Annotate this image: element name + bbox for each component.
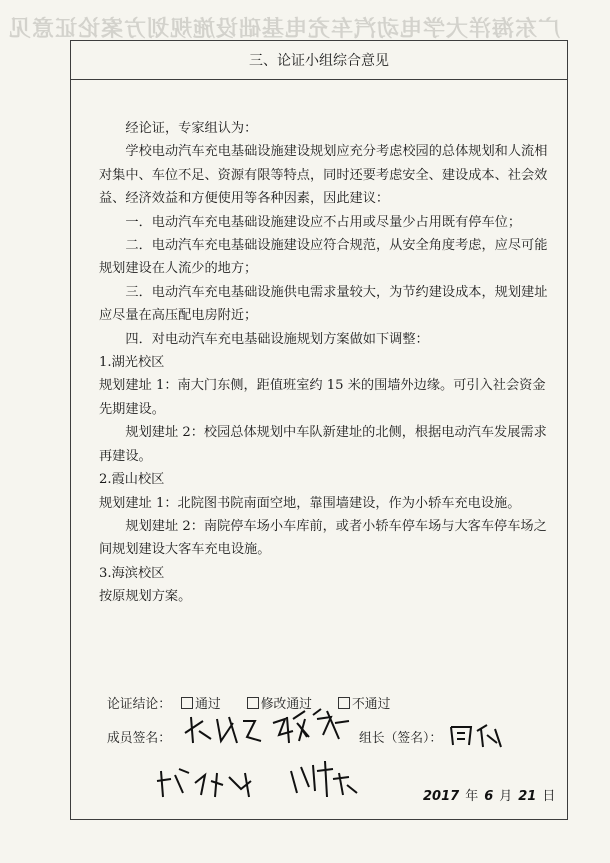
suggestion-4: 四．对电动汽车充电基础设施规划方案做如下调整： [125, 331, 429, 347]
date-year: 2017 [423, 789, 460, 804]
xiashan-site-2: 规划建址 2：南院停车场小车库前，或者小轿车停车场与大客车停车场之间规划建设大客车充电设施。 [99, 518, 547, 558]
campus-haibin-heading: 3.海滨校区 [99, 565, 165, 581]
suggestion-3: 三．电动汽车充电基础设施供电需求量较大，为节约建设成本，规划建址应尽量在高压配电房附近； [99, 284, 548, 324]
suggestion-2: 二．电动汽车充电基础设施建设应符合规范，从安全角度考虑，应尽可能规划建设在人流少的地方； [99, 238, 548, 277]
opinion-body [99, 117, 549, 609]
huguang-site-2: 规划建址 2：校园总体规划中车队新建址的北侧，根据电动汽车发展需求再建设。 [99, 425, 547, 464]
leader-label: 组长（签名）： [359, 731, 443, 746]
date-day: 21 [518, 789, 537, 804]
campus-huguang-heading: 1.湖光校区 [99, 355, 165, 371]
signing-date [423, 785, 555, 804]
member-signature-4 [287, 757, 367, 801]
huguang-site-1: 规划建址 1：南大门东侧，距值班室约 15 米的围墙外边缘。可引入社会资金先期建设。 [99, 378, 546, 417]
suggestion-1: 一．电动汽车充电基础设施建设应不占用或尽量少占用既有停车位； [125, 214, 522, 230]
option-pass: 通过 [195, 697, 221, 712]
option-fail: 不通过 [352, 697, 391, 712]
checkbox-pass-with-changes[interactable] [247, 697, 259, 709]
conclusion-label: 论证结论： [107, 697, 171, 712]
opinion-form [70, 40, 568, 820]
members-label: 成员签名： [107, 731, 171, 746]
member-signature-3 [155, 763, 275, 803]
option-pass-with-changes: 修改通过 [260, 697, 312, 712]
section-title: 三、论证小组综合意见 [71, 41, 567, 80]
date-month-suffix: 月 [499, 789, 513, 804]
haibin-plan: 按原规划方案。 [99, 589, 192, 605]
leader-signature [447, 721, 507, 749]
campus-xiashan-heading: 2.霞山校区 [99, 472, 165, 488]
bleed-through-title: 广东海洋大学电动汽车充电基础设施规划方案论证意见 [7, 16, 560, 42]
date-month: 6 [484, 789, 494, 804]
intro-line: 经论证，专家组认为： [125, 121, 258, 136]
member-signature-2 [287, 705, 357, 745]
intro-paragraph: 学校电动汽车充电基础设施建设规划应充分考虑校园的总体规划和人流相对集中、车位不足、资源有限等特点，同时还要考虑安全、建设成本、社会效益、经济效益和方便使用等各种因素，因此建议： [99, 144, 548, 207]
date-year-suffix: 年 [465, 789, 479, 804]
xiashan-site-1: 规划建址 1：北院图书院南面空地，靠围墙建设，作为小轿车充电设施。 [99, 495, 521, 511]
checkbox-pass[interactable] [181, 697, 193, 709]
date-day-suffix: 日 [542, 789, 556, 804]
